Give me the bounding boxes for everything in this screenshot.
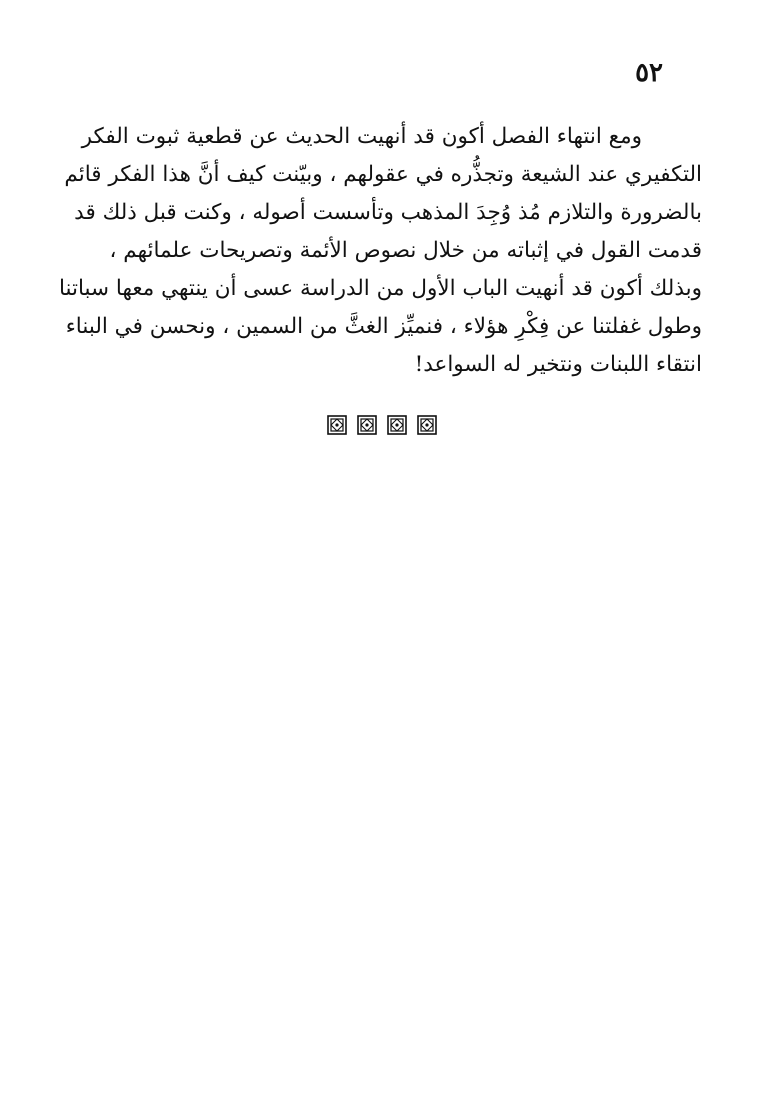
text-line: وطول غفلتنا عن فِكْرِ هؤلاء ، فنميِّز الغثَّ من السمين ، ونحسن في البناء — [65, 314, 702, 339]
text-line: وبذلك أكون قد أنهيت الباب الأول من الدراسة عسى أن ينتهي معها سباتنا — [58, 276, 702, 301]
square-knot-ornament-icon — [387, 415, 407, 435]
body-paragraph — [60, 118, 702, 384]
text-line: انتقاء اللبنات ونتخير له السواعد! — [414, 352, 702, 377]
text-line: بالضرورة والتلازم مُذ وُجِدَ المذهب وتأسست أصوله ، وكنت قبل ذلك قد — [74, 200, 702, 225]
text-line: قدمت القول في إثباته من خلال نصوص الأئمة وتصريحات علمائهم ، — [109, 238, 702, 263]
square-knot-ornament-icon — [327, 415, 347, 435]
square-knot-ornament-icon — [357, 415, 377, 435]
section-end-ornaments — [0, 415, 763, 435]
square-knot-ornament-icon — [417, 415, 437, 435]
page-number: ٥٢ — [635, 58, 663, 88]
text-line: التكفيري عند الشيعة وتجذُّره في عقولهم ، وبيّنت كيف أنَّ هذا الفكر قائم — [64, 162, 702, 187]
text-line: ومع انتهاء الفصل أكون قد أنهيت الحديث عن قطعية ثبوت الفكر — [81, 124, 642, 149]
